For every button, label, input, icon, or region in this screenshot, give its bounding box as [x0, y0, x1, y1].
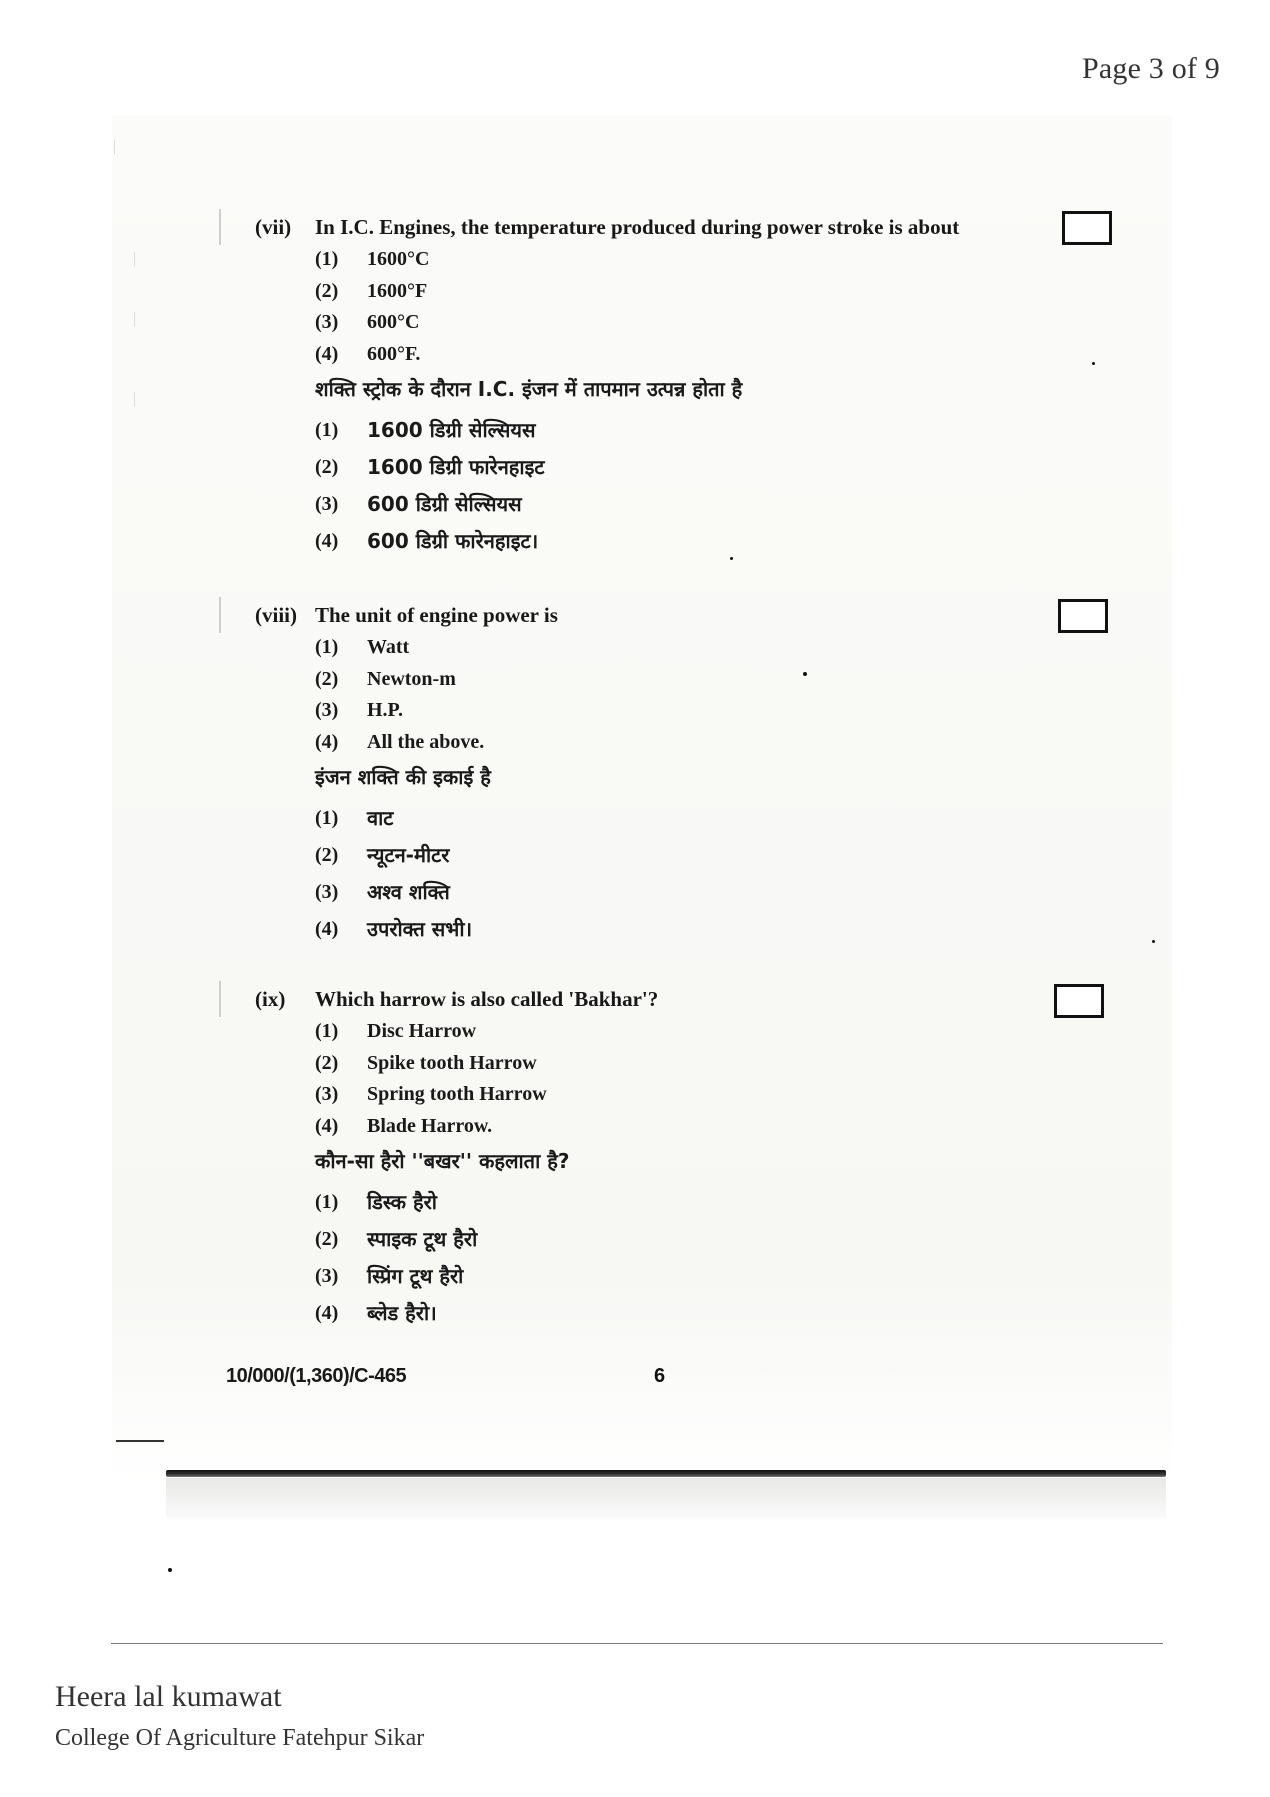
option-number: (4) [315, 530, 339, 552]
hindi-option-item [315, 412, 1115, 449]
answer-box[interactable] [1062, 211, 1112, 245]
option-number: (4) [315, 730, 339, 753]
option-item [315, 276, 1115, 308]
option-number: (1) [315, 1020, 339, 1042]
option-number: (3) [315, 493, 339, 515]
option-number: (3) [315, 1083, 339, 1105]
option-item [315, 632, 1115, 664]
paper-code: 10/000/(1,360)/C-465 [226, 1365, 407, 1387]
hindi-option-item [315, 1295, 1115, 1332]
scan-shadow [166, 1478, 1166, 1518]
scan-speck [1152, 940, 1155, 943]
scan-corner-line [116, 1440, 164, 1442]
hindi-option-item [315, 837, 1115, 874]
question-text: Which harrow is also called 'Bakhar'? [315, 987, 659, 1011]
option-number: (2) [315, 279, 339, 302]
option-text: 600°C [367, 311, 420, 333]
option-text: डिस्क हैरो [367, 1190, 437, 1214]
scan-artifact: | [133, 390, 137, 407]
option-number: (1) [315, 248, 339, 270]
author-name: Heera lal kumawat [55, 1680, 282, 1713]
option-item [315, 1048, 1115, 1080]
option-text: 1600 डिग्री सेल्सियस [367, 418, 536, 442]
option-item [315, 664, 1115, 696]
question-margin-bar [219, 981, 221, 1017]
hindi-option-item [315, 874, 1115, 911]
hindi-question-text: शक्ति स्ट्रोक के दौरान I.C. इंजन में तापमान उत्पन्न होता है [315, 377, 743, 401]
option-number: (2) [315, 456, 339, 478]
option-list [315, 244, 1115, 370]
hindi-option-list [315, 800, 1115, 948]
footer-divider [111, 1643, 1163, 1644]
option-number: (4) [315, 918, 339, 940]
option-text: H.P. [367, 699, 403, 721]
scan-artifact: | [133, 250, 137, 267]
question-vii [215, 215, 1115, 560]
question-margin-bar [219, 597, 221, 633]
scan-artifact: | [133, 310, 137, 327]
option-number: (3) [315, 881, 339, 903]
hindi-option-item [315, 911, 1115, 948]
option-text: वाट [367, 806, 394, 830]
option-text: 1600 डिग्री फारेनहाइट [367, 455, 545, 479]
hindi-option-list [315, 1184, 1115, 1332]
hindi-option-item [315, 1221, 1115, 1258]
hindi-option-item [315, 1258, 1115, 1295]
option-text: Watt [367, 636, 410, 658]
option-item [315, 1079, 1115, 1111]
hindi-option-item [315, 523, 1115, 560]
option-number: (4) [315, 342, 339, 365]
option-item [315, 1016, 1115, 1048]
hindi-option-item [315, 486, 1115, 523]
question-ix [215, 987, 1115, 1332]
option-number: (4) [315, 1114, 339, 1137]
option-text: 1600°F [367, 279, 428, 302]
college-name: College Of Agriculture Fatehpur Sikar [55, 1725, 425, 1751]
option-text: Disc Harrow [367, 1020, 477, 1042]
option-item [315, 1111, 1115, 1143]
answer-box[interactable] [1054, 984, 1104, 1018]
scan-artifact: | [113, 138, 117, 155]
answer-box[interactable] [1058, 599, 1108, 633]
scan-speck [168, 1568, 172, 1572]
hindi-question-text: कौन-सा हैरो ''बखर'' कहलाता है? [315, 1149, 570, 1173]
hindi-option-item [315, 800, 1115, 837]
scan-speck [1092, 362, 1095, 365]
question-number: (ix) [255, 987, 286, 1011]
option-item [315, 307, 1115, 339]
option-text: उपरोक्त सभी। [367, 917, 473, 941]
hindi-question-text: इंजन शक्ति की इकाई है [315, 765, 491, 789]
option-item [315, 727, 1115, 759]
option-text: Spike tooth Harrow [367, 1051, 537, 1074]
question-viii [215, 603, 1115, 948]
option-number: (2) [315, 1228, 339, 1250]
question-text: The unit of engine power is [315, 603, 558, 627]
option-number: (3) [315, 699, 339, 721]
option-text: ब्लेड हैरो। [367, 1301, 437, 1325]
option-number: (3) [315, 311, 339, 333]
option-text: 600 डिग्री सेल्सियस [367, 492, 522, 516]
option-number: (2) [315, 667, 339, 690]
option-number: (2) [315, 844, 339, 866]
hindi-option-item [315, 449, 1115, 486]
printed-page-number: 6 [654, 1365, 666, 1387]
option-text: 600 डिग्री फारेनहाइट। [367, 529, 539, 553]
question-number: (vii) [255, 215, 292, 239]
scan-speck [730, 557, 733, 560]
question-margin-bar [219, 209, 221, 245]
option-text: Newton-m [367, 667, 456, 690]
option-item [315, 695, 1115, 727]
hindi-option-list [315, 412, 1115, 560]
option-number: (1) [315, 807, 339, 829]
scan-bottom-edge [166, 1470, 1166, 1477]
option-text: Blade Harrow. [367, 1114, 493, 1137]
option-number: (4) [315, 1302, 339, 1324]
question-number: (viii) [255, 603, 297, 627]
scan-speck [803, 672, 807, 676]
option-number: (1) [315, 1191, 339, 1213]
option-text: All the above. [367, 730, 485, 753]
option-text: स्पाइक टूथ हैरो [367, 1227, 478, 1251]
question-text: In I.C. Engines, the temperature produced during power stroke is about [315, 215, 960, 239]
option-number: (1) [315, 636, 339, 658]
option-text: 600°F. [367, 342, 421, 365]
option-text: 1600°C [367, 248, 430, 270]
hindi-option-item [315, 1184, 1115, 1221]
option-text: स्प्रिंग टूथ हैरो [367, 1264, 464, 1288]
option-number: (3) [315, 1265, 339, 1287]
option-text: न्यूटन-मीटर [367, 843, 450, 867]
option-number: (1) [315, 419, 339, 441]
option-item [315, 339, 1115, 371]
option-list [315, 1016, 1115, 1142]
page-number-label: Page 3 of 9 [1081, 52, 1220, 85]
option-item [315, 244, 1115, 276]
option-text: अश्व शक्ति [367, 880, 450, 904]
option-text: Spring tooth Harrow [367, 1083, 547, 1105]
option-list [315, 632, 1115, 758]
option-number: (2) [315, 1051, 339, 1074]
